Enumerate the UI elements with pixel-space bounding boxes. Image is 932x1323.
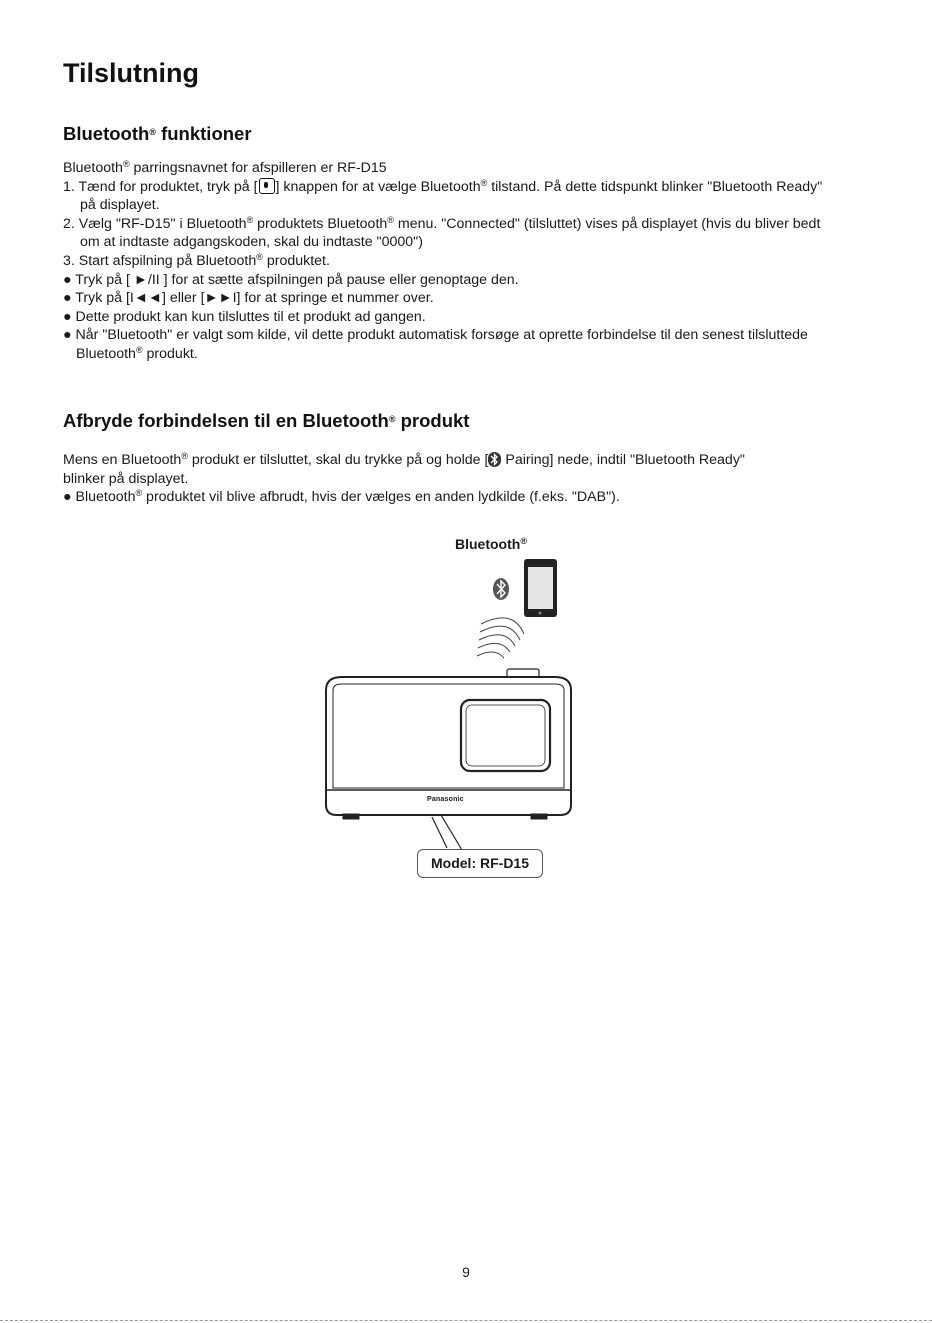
bullet-play-pause: ● Tryk på [ ►/II ] for at sætte afspilningen på pause eller genoptage den. (63, 271, 519, 288)
intro-line: Bluetooth® parringsnavnet for afspilleren er RF-D15 (63, 159, 387, 176)
page-border (0, 1320, 932, 1321)
model-callout: Model: RF-D15 (417, 849, 543, 878)
step-2-cont: om at indtaste adgangskoden, skal du indtaste "0000") (80, 234, 423, 251)
step-3: 3. Start afspilning på Bluetooth® produktet. (63, 251, 330, 269)
bullet-one-device: ● Dette produkt kan kun tilsluttes til et produkt ad gangen. (63, 308, 426, 325)
bullet-auto-connect-cont: Bluetooth® produkt. (76, 344, 198, 362)
page-title: Tilslutning (63, 58, 199, 88)
disconnect-bullet: ● Bluetooth® produktet vil blive afbrudt, hvis der vælges en anden lydkilde (f.eks. "DAB"). (63, 488, 620, 506)
figure-label: Bluetooth® (455, 536, 527, 552)
brand-logo: Panasonic (427, 796, 464, 803)
page-number: 9 (462, 1264, 470, 1280)
signal-waves-icon (477, 618, 524, 658)
step-2: 2. Vælg "RF-D15" i Bluetooth® produktets Bluetooth® menu. "Connected" (tilsluttet) vises på displayet (hvis du bliver bedt (63, 214, 821, 232)
section-title-bluetooth-functions: Bluetooth® funktioner (63, 123, 252, 144)
radio-speaker-icon (326, 669, 571, 850)
step-1-cont: på displayet. (80, 197, 160, 214)
bullet-auto-connect: ● Når "Bluetooth" er valgt som kilde, vil dette produkt automatisk forsøge at oprette forbindelse til den senest tilsluttede (63, 327, 808, 344)
section-title-disconnect: Afbryde forbindelsen til en Bluetooth® produkt (63, 410, 470, 431)
smartphone-icon (524, 559, 557, 617)
bullet-skip: ● Tryk på [I◄◄] eller [►►I] for at springe et nummer over. (63, 290, 434, 307)
step-1: 1. Tænd for produktet, tryk på [ ] knappen for at vælge Bluetooth® tilstand. På dette tidspunkt blinker "Bluetooth Ready" (63, 177, 823, 195)
disconnect-para: Mens en Bluetooth® produkt er tilsluttet, skal du trykke på og holde [ Pairing] nede, indtil "Bluetooth Ready" (63, 451, 745, 468)
bluetooth-badge-icon (493, 578, 509, 600)
disconnect-para-cont: blinker på displayet. (63, 470, 189, 487)
